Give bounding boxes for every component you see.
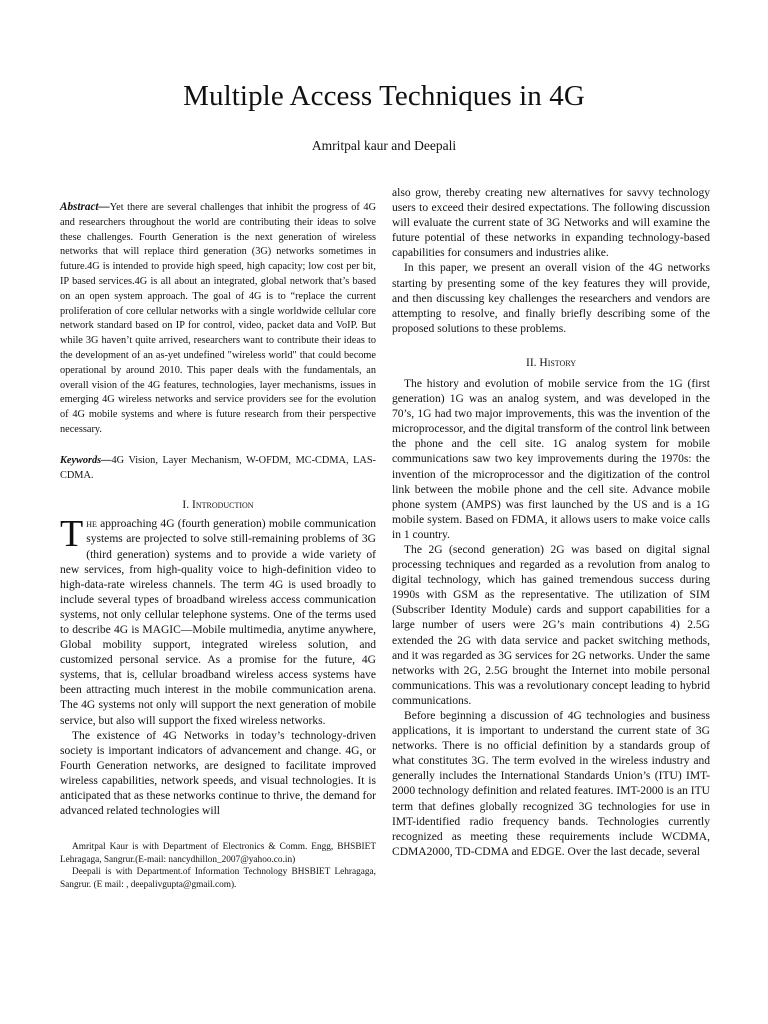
paper-title: Multiple Access Techniques in 4G bbox=[183, 80, 585, 112]
section-heading-introduction: I. Introduction bbox=[182, 499, 254, 512]
drop-cap: T bbox=[60, 513, 84, 556]
intro-paragraph-1-text: approaching 4G (fourth generation) mobile communication systems are projected to solve still-remaining problems of 3G (third generation) systems and to provide a wide variety of new services, from high-quality voice to high-definition video to high-data-rate wireless channels. The term 4G is used broadly to include several types of broadband wireless access communication systems, not only cellular telephone systems. One of the terms used to describe 4G is MAGIC—Mobile multimedia, anytime anywhere, Global mobility support, integrated wireless solution, and customized personal service. As a promise for the future, 4G systems, that is, cellular broadband wireless access systems have been attracting much interest in the mobile communication arena. The 4G systems not only will support the next generation of mobile service, but also will support the fixed wireless networks. bbox=[60, 518, 376, 727]
overview-paragraph: In this paper, we present an overall vision of the 4G networks starting by presenting some of the key features they will provide, and then discussing key challenges the researchers and vendors are attempting to resolve, and finally briefly describing some of the proposed solutions to these problems. bbox=[392, 262, 710, 335]
abstract bbox=[60, 200, 376, 438]
footnote-2: Deepali is with Department.of Information Technology BHSBIET Lehragaga, Sangrur. (E mail: , deepalivgupta@gmail.com). bbox=[60, 867, 376, 890]
paper-authors: Amritpal kaur and Deepali bbox=[311, 138, 457, 153]
intro-lead-word: he bbox=[86, 518, 97, 531]
section-heading-history: II. History bbox=[525, 356, 577, 369]
continuation-paragraph: also grow, thereby creating new alternatives for savvy technology users to exceed their desired expectations. The following discussion will evaluate the current state of 3G Networks and will examine the future potential of these networks in expanding technology-based capabilities for consumers and industries alike. bbox=[392, 187, 710, 260]
intro-paragraph-2: The existence of 4G Networks in today’s technology-driven society is important indicators of advancement and change. 4G, or Fourth Generation networks, are designed to facilitate improved wireless capabilities, network speeds, and visual technologies. It is anticipated that as these networks continue to thrive, the demand for advanced related technologies will bbox=[60, 729, 376, 818]
history-paragraph-1: The history and evolution of mobile service from the 1G (first generation) 1G was an analog system, and was developed in the 70’s, 1G had two major improvements, this was the invention of the microprocessor, and the digital transform of the control link between the phone and the cell site. 1G analog system for mobile communications saw two key improvements during the 1970s: the invention of the microprocessor and the digitization of the control link between the mobile phone and the cell site. Advance mobile phone system (AMPS) was first launched by the US and is a 1G mobile system. Based on FDMA, it allows users to make voice calls in 1 country. bbox=[392, 377, 710, 541]
right-column bbox=[392, 186, 710, 860]
keywords-text: 4G Vision, Layer Mechanism, W-OFDM, MC-CDMA, LAS-CDMA. bbox=[60, 454, 376, 481]
intro-paragraph-1 bbox=[60, 513, 376, 728]
history-paragraph-2: The 2G (second generation) 2G was based on digital signal processing techniques and regarded as a revolution from analog to digital technology, which has gained tremendous success during 1990s with GSM as the representative. The utilization of SIM (Subscriber Identity Module) cards and support capabilities for a large number of users were 2G’s main contributions 4) 2.5G extended the 2G with data service and packet switching methods, and it was regarded as 3G services for 2G networks. Under the same networks with 2G, 2.5G brought the Internet into mobile personal communications. This was a revolutionary concept leading to hybrid communications. bbox=[392, 543, 710, 707]
abstract-text: Yet there are several challenges that inhibit the progress of 4G and researchers throughout the world are contributing their ideas to solve these challenges. Fourth Generation is the next generation of wireless networks that will replace third generation (3G) networks sometimes in future.4G is intended to provide high speed, high capacity; low cost per bit, IP based services.4G is all about an integrated, global network that’s based on an open system approach. The goal of 4G is to “replace the current proliferation of core cellular networks with a single worldwide cellular core network standard based on IP for control, video, packet data and VoIP. But while 3G haven’t quite arrived, researchers want to contribute their ideas to the development of an as-yet undefined "wireless world" that could become operational by around 2010. This paper deals with the fundamentals, an overall vision of the 4G features, technologies, layer mechanisms, issues in emerging 4G wireless networks and service providers see for the evolution of 4G mobile systems and where is future research from their perspective necessary. bbox=[60, 202, 376, 435]
footnote-1: Amritpal Kaur is with Department of Electronics & Comm. Engg, BHSBIET Lehragaga, Sangrur.(E-mail: nancydhillon_2007@yahoo.co.in) bbox=[60, 842, 376, 865]
footnote-spacer bbox=[60, 819, 376, 841]
keywords bbox=[60, 454, 376, 484]
abstract-label: Abstract— bbox=[60, 201, 110, 213]
left-column bbox=[60, 200, 376, 892]
keywords-label: Keywords— bbox=[60, 454, 112, 466]
history-paragraph-3: Before beginning a discussion of 4G technologies and business applications, it is important to understand the current state of 3G networks. There is no official definition by a standards group of what constitutes 3G. The term evolved in the wireless industry and generally includes the International Standards Union’s (ITU) IMT-2000 technology definition and related features. IMT-2000 is an ITU term that defines globally recognized 3G technologies for use in IMT-identified radio frequency bands. Technologies currently recognized as meeting these requirements include WCDMA, CDMA2000, TD-CDMA and EDGE. Over the last decade, several bbox=[392, 710, 710, 858]
